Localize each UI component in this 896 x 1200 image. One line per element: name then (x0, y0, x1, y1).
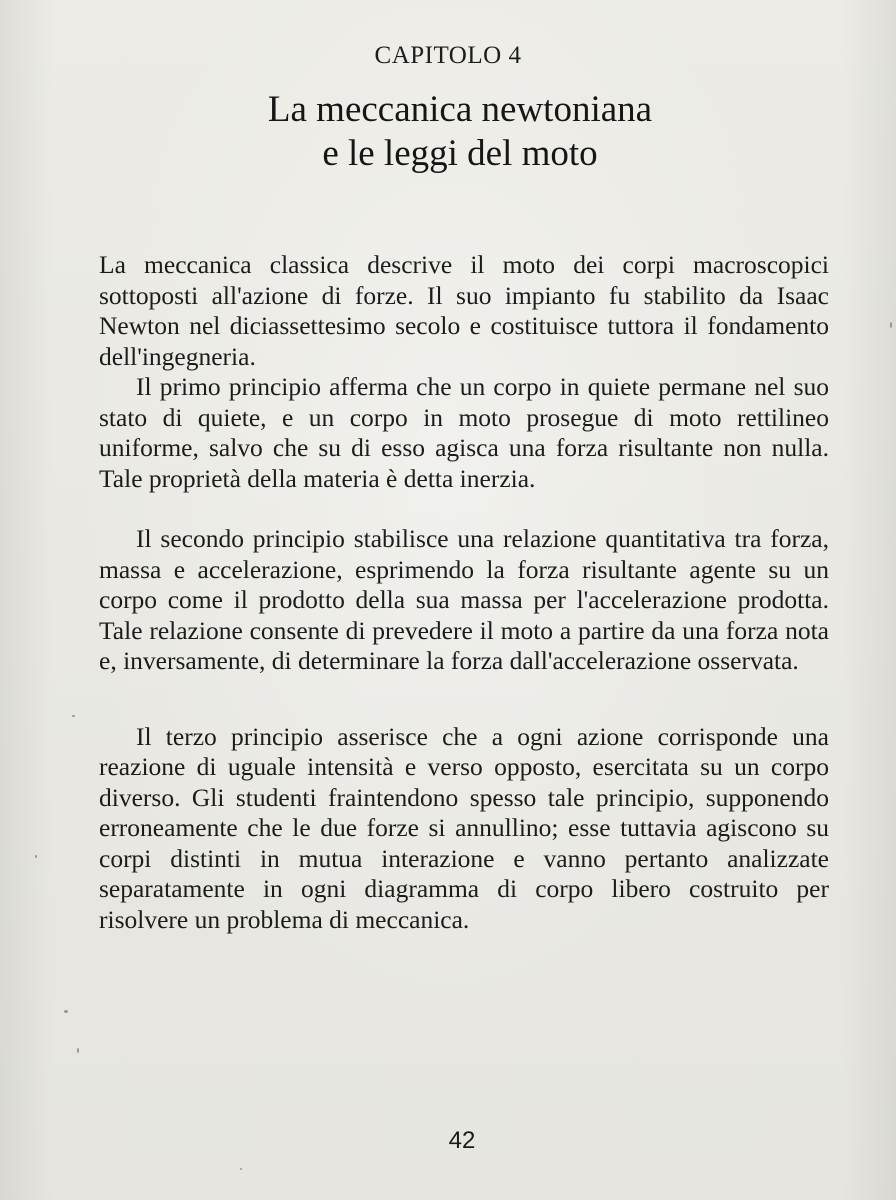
paragraph-third-law: Il terzo principio asserisce che a ogni azione corrisponde una reazione di uguale intensità e verso opposto, esercitata su un corpo diverso. Gli studenti fraintendono spesso tale principio, supponendo erroneamente che le due forze si annullino; esse tuttavia agiscono su corpi distinti in mutua interazione e vanno pertanto analizzate separatamente in ogni diagramma di corpo libero costruito per risolvere un problema di meccanica. (99, 721, 829, 934)
chapter-title-line-1: La meccanica newtoniana (267, 89, 653, 130)
paragraph-intro: La meccanica classica descrive il moto dei corpi macroscopici sottoposti all'azione di forze. Il suo impianto fu stabilito da Isaac Newton nel diciassettesimo secolo e costituisce tuttora il fondamento dell'ingegneria. (99, 250, 829, 371)
paragraph-second-law: Il secondo principio stabilisce una relazione quantitativa tra forza, massa e accelerazione, esprimendo la forza risultante agente su un corpo come il prodotto della sua massa per l'accelerazione prodotta. Tale relazione consente di prevedere il moto a partire da una forza nota e, inversamente, di determinare la forza dall'accelerazione osservata. (99, 524, 829, 675)
paragraph-first-law: Il primo principio afferma che un corpo in quiete permane nel suo stato di quiete, e un corpo in moto prosegue di moto rettilineo uniforme, salvo che su di esso agisca una forza risultante non nulla. Tale proprietà della materia è detta inerzia. (99, 372, 829, 493)
page-number: 42 (448, 1127, 476, 1154)
chapter-title (0, 88, 896, 176)
chapter-title-line-2: e le leggi del moto (322, 133, 598, 174)
chapter-body (99, 250, 829, 935)
chapter-label: CAPITOLO 4 (374, 42, 522, 69)
